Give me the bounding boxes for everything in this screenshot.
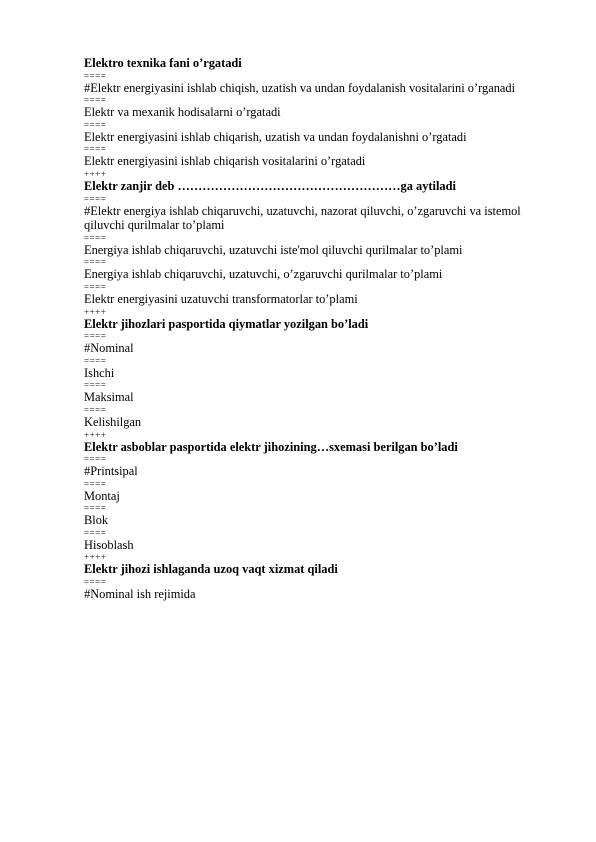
question-separator: ++++: [84, 306, 107, 317]
option-separator: ====: [84, 478, 107, 489]
option-separator: ====: [84, 70, 107, 81]
option-separator: ====: [84, 527, 107, 538]
option-separator: ====: [84, 355, 107, 366]
document-page: [84, 56, 544, 602]
question-separator: ++++: [84, 168, 107, 179]
question-separator: ++++: [84, 552, 107, 563]
answer-option: Kelishilgan: [84, 414, 142, 429]
question-title: Elektr jihozlari pasportida qiymatlar yozilgan bo’ladi: [84, 316, 369, 331]
option-separator: ====: [84, 281, 107, 292]
answer-option: Blok: [84, 513, 109, 528]
answer-option: Elektr energiyasini ishlab chiqarish, uzatish va undan foydalanishni o’rgatadi: [84, 129, 467, 144]
question-title: Elektro texnika fani o’rgatadi: [84, 56, 242, 70]
question-title: Elektr zanjir deb ………………………………………………ga aytiladi: [84, 178, 456, 193]
answer-option: Energiya ishlab chiqaruvchi, uzatuvchi, o’zgaruvchi qurilmalar to’plami: [84, 267, 443, 282]
option-separator: ====: [84, 193, 107, 204]
option-separator: ====: [84, 95, 107, 106]
option-separator: ====: [84, 331, 107, 342]
option-separator: ====: [84, 119, 107, 130]
question-separator: ++++: [84, 429, 107, 440]
answer-option: Maksimal: [84, 390, 134, 405]
option-separator: ====: [84, 503, 107, 514]
option-separator: ====: [84, 577, 107, 588]
answer-option: Elektr energiyasini uzatuvchi transformatorlar to’plami: [84, 291, 358, 306]
answer-option: Energiya ishlab chiqaruvchi, uzatuvchi iste'mol qiluvchi qurilmalar to’plami: [84, 242, 463, 257]
answer-option: #Nominal ish rejimida: [84, 587, 196, 602]
answer-option: #Nominal: [84, 341, 134, 356]
answer-option: Ishchi: [84, 365, 115, 380]
option-separator: ====: [84, 257, 107, 268]
answer-option: Elektr energiyasini ishlab chiqarish vositalarini o’rgatadi: [84, 154, 366, 169]
answer-option: Elektr va mexanik hodisalarni o’rgatadi: [84, 105, 281, 120]
option-separator: ====: [84, 232, 107, 243]
answer-option: #Elektr energiya ishlab chiqaruvchi, uzatuvchi, nazorat qiluvchi, o’zgaruvchi va istemol qiluvchi qurilmalar to’plami: [84, 203, 521, 233]
option-separator: ====: [84, 144, 107, 155]
option-separator: ====: [84, 380, 107, 391]
answer-option: #Printsipal: [84, 464, 138, 479]
question-title: Elektr asboblar pasportida elektr jihozining…sxemasi berilgan bo’ladi: [84, 439, 458, 454]
question-title: Elektr jihozi ishlaganda uzoq vaqt xizmat qiladi: [84, 562, 338, 577]
answer-option: Montaj: [84, 488, 120, 503]
answer-option: Hisoblash: [84, 537, 134, 552]
option-separator: ====: [84, 404, 107, 415]
answer-option: #Elektr energiyasini ishlab chiqish, uzatish va undan foydalanish vositalarini o’rganadi: [84, 80, 516, 95]
option-separator: ====: [84, 454, 107, 465]
